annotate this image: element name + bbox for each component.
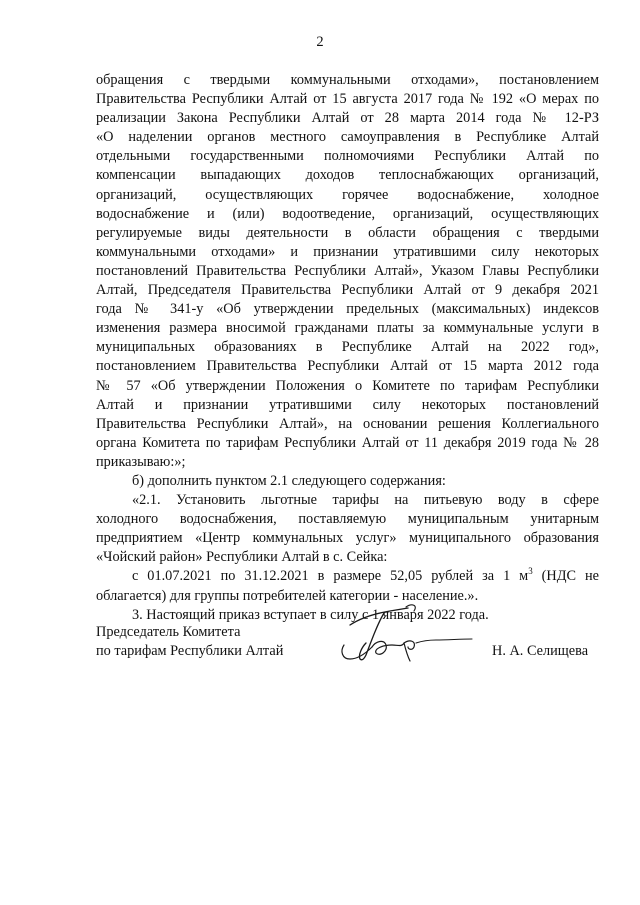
signatory-name: Н. А. Селищева [492,643,589,659]
paragraph-line: постановлений Правительства Республики Алтай», Указом Главы Республики [96,262,599,279]
tariff-text: с 01.07.2021 по 31.12.2021 в размере 52,05 рублей за 1 м [132,568,529,585]
paragraph-line: Правительства Республики Алтай от 15 августа 2017 года № 192 «О мерах по [96,91,599,108]
item-b: б) дополнить пунктом 2.1 следующего содержания: [132,472,446,489]
paragraph-line: организаций, осуществляющих горячее водоснабжение, холодное [96,186,599,203]
paragraph-line: года № 341-у «Об утверждении предельных (максимальных) индексов [96,301,599,318]
signatory-title: по тарифам Республики Алтай [96,643,284,660]
paragraph-line: Алтай, Председателя Правительства Республики Алтай от 9 декабря 2021 [96,282,599,299]
paragraph-line: муниципальных образованиях в Республике Алтай на 2022 год», [96,339,599,356]
paragraph-line: № 57 «Об утверждении Положения о Комитете по тарифам Республики [96,377,599,394]
paragraph-line: Алтай и признании утратившими силу некоторых постановлений [96,396,599,413]
paragraph-line: коммунальными отходами» и признании утратившими силу некоторых [96,243,599,260]
signatory-title: Председатель Комитета [96,624,241,640]
tariff-line [96,567,599,586]
paragraph-line: изменения размера вносимой гражданами платы за коммунальные услуги в [96,320,599,337]
clause-line: холодного водоснабжения, поставляемую муниципальным унитарным [96,511,599,528]
paragraph-line: Правительства Республики Алтай», на основании решения Коллегиального [96,415,599,432]
main-paragraph [96,71,599,472]
clause-line: «2.1. Установить льготные тарифы на питьевую воду в сфере [132,492,599,509]
paragraph-line: реализации Закона Республики Алтай от 28 марта 2014 года № 12-РЗ [96,110,599,127]
paragraph-line: приказываю:»; [96,453,186,470]
paragraph-line: постановлением Правительства Республики Алтай от 15 марта 2012 года [96,358,599,375]
paragraph-line: регулируемые виды деятельности в области обращения с твердыми [96,224,599,241]
cubic-superscript: 3 [528,566,533,577]
paragraph-line: компенсации выпадающих доходов теплоснабжающих организаций, [96,167,599,184]
clause-line: предприятием «Центр коммунальных услуг» муниципального образования [96,530,599,547]
tariff-line: облагается) для группы потребителей категории - население.». [96,587,479,604]
document-body [96,71,599,625]
item-3: 3. Настоящий приказ вступает в силу с 1 января 2022 года. [132,606,489,623]
page-number: 2 [316,34,324,50]
clause-2-1 [96,491,599,567]
paragraph-line: органа Комитета по тарифам Республики Алтай от 11 декабря 2019 года № 28 [96,434,599,451]
paragraph-line: обращения с твердыми коммунальными отходами», постановлением [96,72,599,88]
paragraph-line: «О наделении органов местного самоуправления в Республике Алтай [96,129,599,146]
signature-block [96,623,599,683]
paragraph-line: водоснабжение и (или) водоотведение, организаций, осуществляющих [96,205,599,222]
clause-line: «Чойский район» Республики Алтай в с. Сейка: [96,549,388,566]
paragraph-line: отдельными государственными полномочиями Республики Алтай по [96,148,599,165]
tariff-text-end: (НДС не [532,568,599,585]
handwritten-signature [332,599,482,669]
